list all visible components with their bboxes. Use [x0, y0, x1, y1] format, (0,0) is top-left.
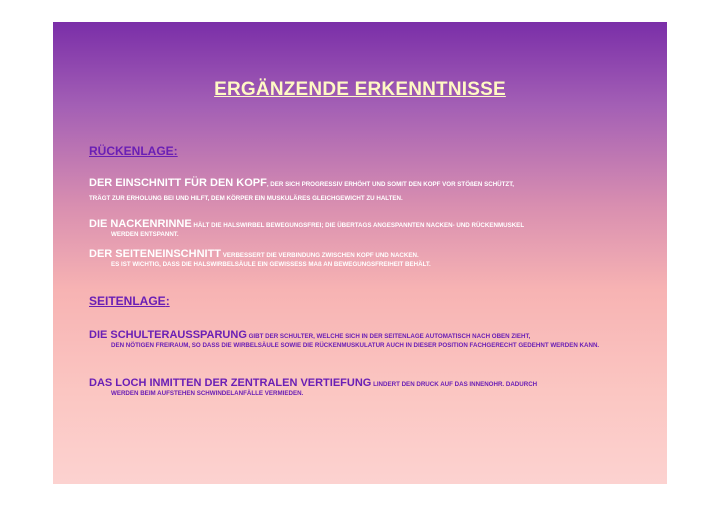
paragraph-text-cont: DEN NÖTIGEN FREIRAUM, SO DASS DIE WIRBELSÄULE SOWIE DIE RÜCKENMUSKULATUR AUCH IN DIESER POSITION FACHGERECHT GEDEHNT WERDEN KANN. — [111, 341, 600, 349]
paragraph-text: , DER SICH PROGRESSIV ERHÖHT UND SOMIT DEN KOPF VOR STÖßEN SCHÜTZT, — [266, 181, 515, 188]
heading-text: SEITENLAGE — [89, 294, 166, 308]
paragraph-loch — [89, 374, 649, 397]
heading-colon: : — [165, 294, 170, 308]
paragraph-lead: DER EINSCHNITT FÜR DEN KOPF — [89, 177, 267, 189]
paragraph-seiteneinschnitt — [89, 245, 649, 268]
slide — [53, 22, 667, 484]
paragraph-lead: DAS LOCH INMITTEN DER ZENTRALEN VERTIEFUNG — [89, 377, 372, 389]
paragraph-text: VERBESSERT DIE VERBINDUNG ZWISCHEN KOPF UND NACKEN. — [221, 252, 419, 259]
paragraph-text: GIBT DER SCHULTER, WELCHE SICH IN DER SEITENLAGE AUTOMATISCH NACH OBEN ZIEHT, — [246, 333, 531, 340]
paragraph-nackenrinne — [89, 215, 649, 238]
slide-title: ERGÄNZENDE ERKENNTNISSE — [214, 79, 506, 100]
paragraph-text: HÄLT DIE HALSWIRBEL BEWEGUNGSFREI; DIE ÜBERTAGS ANGESPANNTEN NACKEN- UND RÜCKENMUSKEL — [191, 222, 525, 229]
paragraph-kopf-einschnitt-cont: TRÄGT ZUR ERHOLUNG BEI UND HILFT, DEM KÖRPER EIN MUSKULÄRES GLEICHGEWICHT ZU HALTEN. — [89, 195, 403, 202]
paragraph-lead: DIE NACKENRINNE — [89, 218, 192, 230]
heading-seitenlage — [89, 294, 170, 308]
paragraph-kopf-einschnitt — [89, 174, 649, 191]
paragraph-schulteraussparung — [89, 326, 649, 349]
paragraph-text: LINDERT DEN DRUCK AUF DAS INNENOHR. DADURCH — [371, 381, 538, 388]
paragraph-text-cont: WERDEN ENTSPANNT. — [111, 230, 179, 238]
paragraph-text-cont: ES IST WICHTIG, DASS DIE HALSWIRBELSÄULE EIN GEWISSESS MAß AN BEWEGUNGSFREIHEIT BEHÄLT. — [111, 260, 431, 268]
heading-rueckenlage: RÜCKENLAGE: — [89, 144, 178, 158]
paragraph-lead: DER SEITENEINSCHNITT — [89, 248, 222, 260]
paragraph-text-cont: WERDEN BEIM AUFSTEHEN SCHWINDELANFÄLLE VERMIEDEN. — [111, 389, 304, 397]
paragraph-lead: DIE SCHULTERAUSSPARUNG — [89, 329, 247, 341]
